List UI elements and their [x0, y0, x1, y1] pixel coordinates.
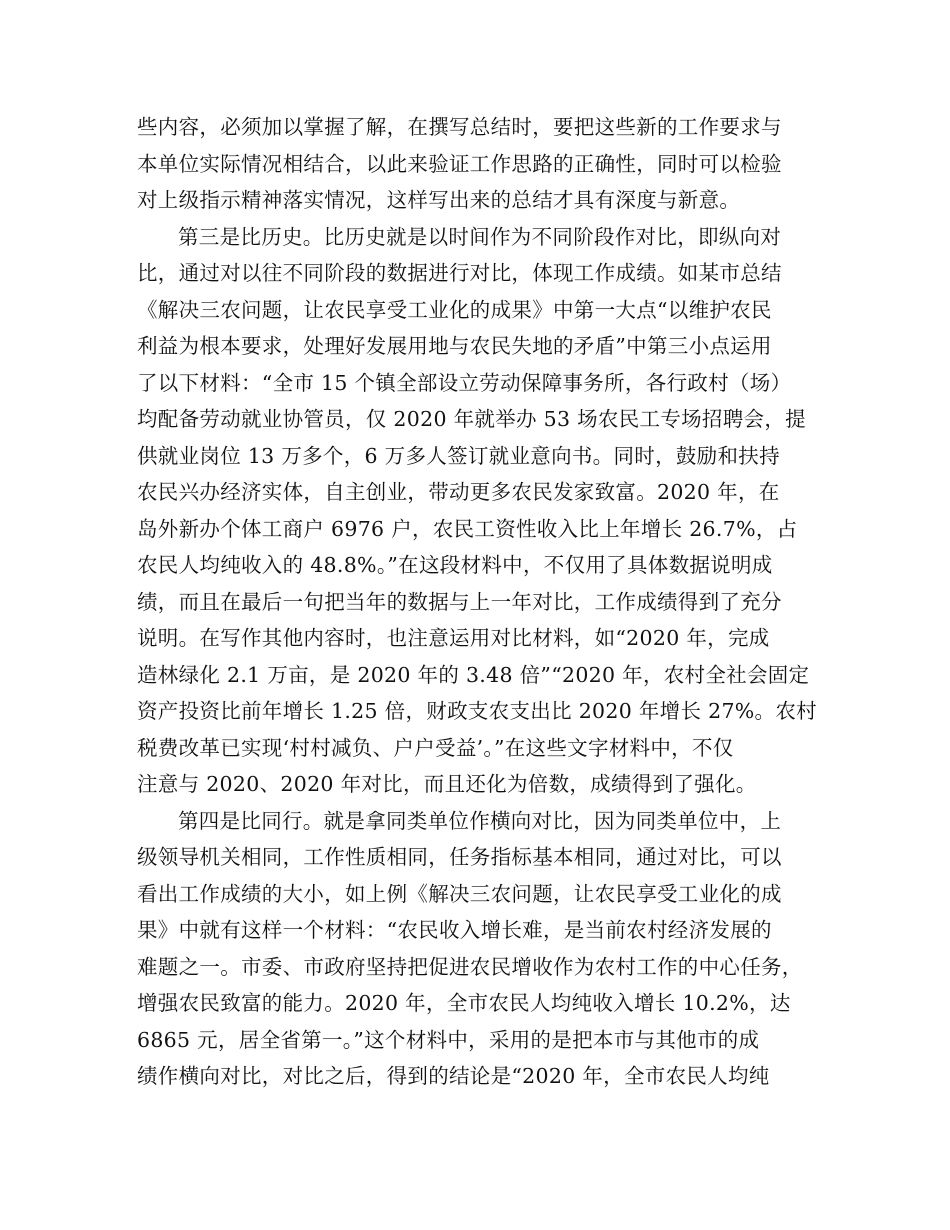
- text-line: 利益为根本要求，处理好发展用地与农民失地的矛盾”中第三小点运用: [137, 334, 772, 358]
- text-line: 果》中就有这样一个材料：“农民收入增长难，是当前农村经济发展的: [137, 918, 772, 942]
- text-line: 第四是比同行。就是拿同类单位作横向对比，因为同类单位中，上: [178, 808, 782, 833]
- text-line: 对上级指示精神落实情况，这样写出来的总结才具有深度与新意。: [137, 188, 741, 212]
- text-line: 岛外新办个体工商户 6976 户，农民工资性收入比上年增长 26.7%，占: [137, 516, 798, 541]
- text-line: 《解决三农问题，让农民享受工业化的成果》中第一大点“以维护农民: [137, 297, 772, 322]
- text-line: 均配备劳动就业协管员，仅 2020 年就举办 53 场农民工专场招聘会，提: [137, 407, 806, 431]
- text-line: 第三是比历史。比历史就是以时间作为不同阶段作对比，即纵向对: [178, 224, 782, 249]
- text-line: 难题之一。市委、市政府坚持把促进农民增收作为农村工作的中心任务，: [137, 954, 803, 979]
- body-text: [137, 109, 817, 1095]
- text-line: 6865 元，居全省第一。”这个材料中，采用的是把本市与其他市的成: [137, 1027, 760, 1052]
- text-line: 税费改革已实现‘村村减负、户户受益’。”在这些文字材料中，不仅: [137, 735, 734, 760]
- text-line: 本单位实际情况相结合，以此来验证工作思路的正确性，同时可以检验: [137, 151, 782, 176]
- text-line: 造林绿化 2.1 万亩，是 2020 年的 3.48 倍”“2020 年，农村全社会固定: [137, 662, 810, 687]
- text-line: 农民人均纯收入的 48.8%。”在这段材料中，不仅用了具体数据说明成: [137, 553, 773, 577]
- text-line: 资产投资比前年增长 1.25 倍，财政支农支出比 2020 年增长 27%。农村: [137, 699, 817, 723]
- text-line: 增强农民致富的能力。2020 年，全市农民人均纯收入增长 10.2%，达: [137, 991, 791, 1015]
- text-line: 农民兴办经济实体，自主创业，带动更多农民发家致富。2020 年，在: [137, 480, 780, 504]
- text-line: 级领导机关相同，工作性质相同，任务指标基本相同，通过对比，可以: [137, 845, 782, 869]
- text-line: 绩，而且在最后一句把当年的数据与上一年对比，工作成绩得到了充分: [137, 589, 782, 614]
- text-line: 比，通过对以往不同阶段的数据进行对比，体现工作成绩。如某市总结: [137, 261, 782, 285]
- text-line: 供就业岗位 13 万多个，6 万多人签订就业意向书。同时，鼓励和扶持: [137, 443, 780, 468]
- text-line: 了以下材料：“全市 15 个镇全部设立劳动保障事务所，各行政村（场）: [137, 370, 792, 395]
- text-line: 绩作横向对比，对比之后，得到的结论是“2020 年，全市农民人均纯: [137, 1064, 770, 1088]
- text-line: 说明。在写作其他内容时，也注意运用对比材料，如“2020 年，完成: [137, 626, 770, 650]
- text-line: 注意与 2020、2020 年对比，而且还化为倍数，成绩得到了强化。: [137, 772, 757, 796]
- text-line: 些内容，必须加以掌握了解，在撰写总结时，要把这些新的工作要求与: [137, 115, 782, 139]
- text-line: 看出工作成绩的大小，如上例《解决三农问题，让农民享受工业化的成: [137, 881, 782, 906]
